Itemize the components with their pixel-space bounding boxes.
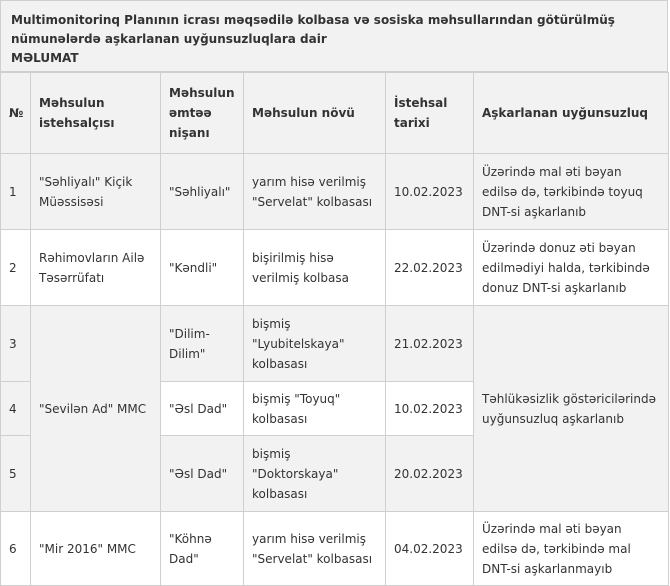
cell-brand: "Kəndli" xyxy=(161,230,244,306)
cell-brand: "Dilim-Dilim" xyxy=(161,306,244,382)
cell-brand: "Köhnə Dad" xyxy=(161,512,244,586)
cell-issue: Üzərində donuz əti bəyan edilmədiyi halda, tərkibində donuz DNT-si aşkarlanıb xyxy=(474,230,669,306)
cell-manufacturer: "Səhliyalı" Kiçik Müəssisəsi xyxy=(31,154,161,230)
cell-brand: "Səhliyalı" xyxy=(161,154,244,230)
cell-manufacturer: "Sevilən Ad" MMC xyxy=(31,306,161,512)
header-issue: Aşkarlanan uyğunsuzluq xyxy=(474,73,669,154)
table-row xyxy=(1,230,669,306)
title-line-2: nümunələrdə aşkarlanan uyğunsuzluqlara dair xyxy=(11,32,327,46)
cell-brand: "Əsl Dad" xyxy=(161,382,244,436)
cell-num: 3 xyxy=(1,306,31,382)
title-line-3: MƏLUMAT xyxy=(11,51,79,65)
cell-type: bişmiş "Lyubitelskaya" kolbasası xyxy=(244,306,386,382)
cell-type: bişmiş "Doktorskaya" kolbasası xyxy=(244,436,386,512)
table-header-row xyxy=(1,73,669,154)
cell-type: yarım hisə verilmiş "Servelat" kolbasası xyxy=(244,154,386,230)
cell-num: 6 xyxy=(1,512,31,586)
document-title xyxy=(0,0,668,72)
cell-type: yarım hisə verilmiş "Servelat" kolbasası xyxy=(244,512,386,586)
cell-date: 21.02.2023 xyxy=(386,306,474,382)
header-brand: Məhsulun əmtəə nişanı xyxy=(161,73,244,154)
header-manufacturer: Məhsulun istehsalçısı xyxy=(31,73,161,154)
header-date: İstehsal tarixi xyxy=(386,73,474,154)
title-line-1: Multimonitorinq Planının icrası məqsədilə kolbasa və sosiska məhsullarından götürülmüş xyxy=(11,13,615,27)
header-type: Məhsulun növü xyxy=(244,73,386,154)
cell-issue: Üzərində mal əti bəyan edilsə də, tərkibində mal DNT-si aşkarlanmayıb xyxy=(474,512,669,586)
table-row xyxy=(1,306,669,382)
table-row xyxy=(1,154,669,230)
cell-manufacturer: Rəhimovların Ailə Təsərrüfatı xyxy=(31,230,161,306)
cell-date: 22.02.2023 xyxy=(386,230,474,306)
cell-date: 20.02.2023 xyxy=(386,436,474,512)
cell-date: 10.02.2023 xyxy=(386,154,474,230)
cell-num: 2 xyxy=(1,230,31,306)
cell-date: 04.02.2023 xyxy=(386,512,474,586)
cell-issue: Təhlükəsizlik göstəricilərində uyğunsuzluq aşkarlanıb xyxy=(474,306,669,512)
cell-num: 5 xyxy=(1,436,31,512)
cell-num: 1 xyxy=(1,154,31,230)
table-row xyxy=(1,512,669,586)
cell-manufacturer: "Mir 2016" MMC xyxy=(31,512,161,586)
header-num: № xyxy=(1,73,31,154)
nonconformity-table xyxy=(0,72,669,586)
cell-issue: Üzərində mal əti bəyan edilsə də, tərkibində toyuq DNT-si aşkarlanıb xyxy=(474,154,669,230)
cell-brand: "Əsl Dad" xyxy=(161,436,244,512)
cell-date: 10.02.2023 xyxy=(386,382,474,436)
cell-type: bişirilmiş hisə verilmiş kolbasa xyxy=(244,230,386,306)
cell-num: 4 xyxy=(1,382,31,436)
cell-type: bişmiş "Toyuq" kolbasası xyxy=(244,382,386,436)
